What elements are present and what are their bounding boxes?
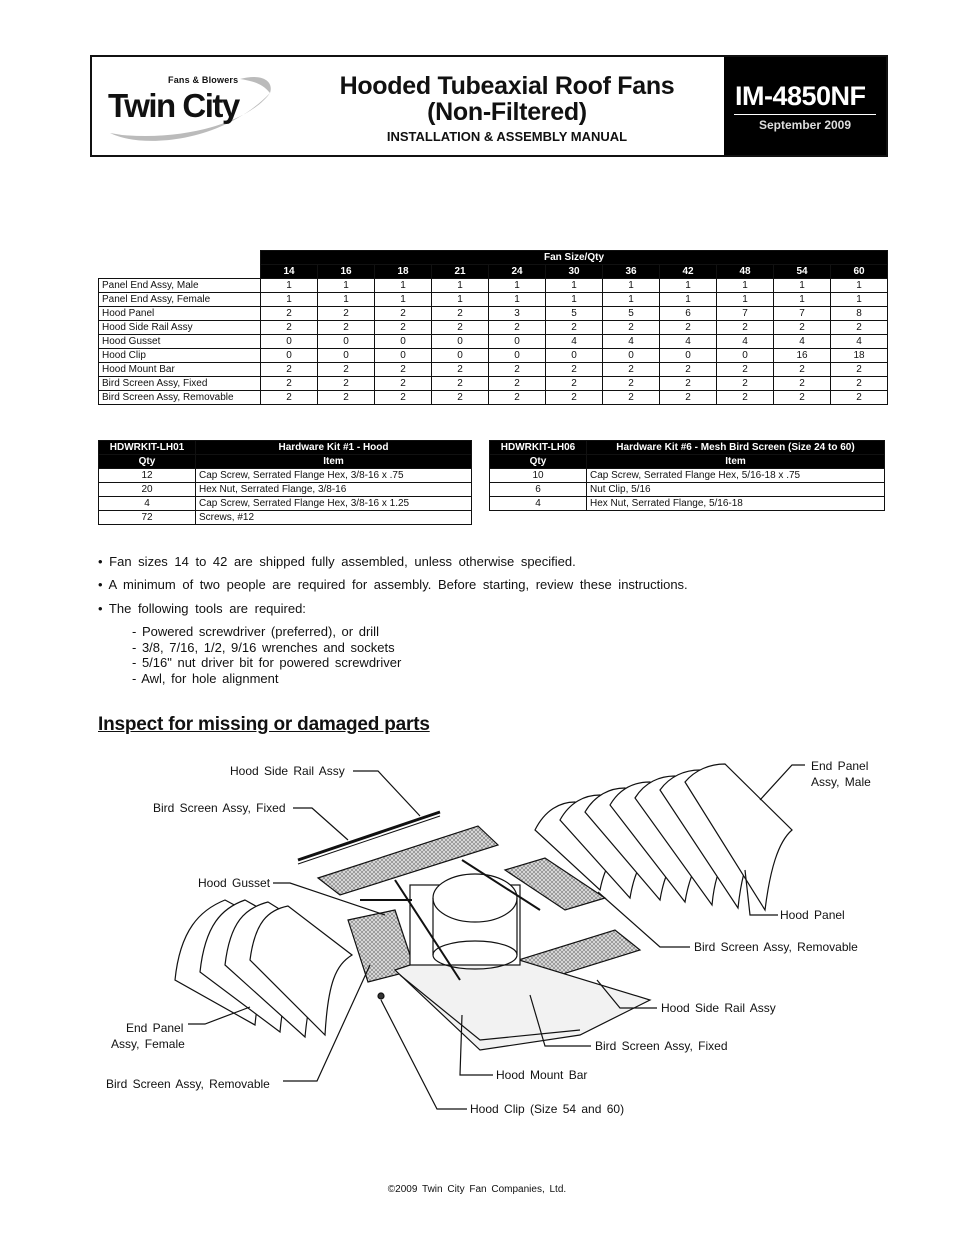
qty-cell: 1: [603, 293, 660, 307]
qty-cell: 4: [603, 335, 660, 349]
label-end-panel-female-2: Assy, Female: [111, 1037, 185, 1051]
part-name-cell: Hood Gusset: [99, 335, 261, 349]
qty-cell: 5: [603, 307, 660, 321]
qty-cell: 1: [660, 293, 717, 307]
bullet-item: • A minimum of two people are required for assembly. Before starting, review these instructions.: [98, 577, 688, 592]
kit-qty-cell: 4: [490, 497, 587, 511]
table-row: [490, 469, 885, 483]
qty-cell: 4: [660, 335, 717, 349]
qty-cell: 2: [489, 391, 546, 405]
table-row: [99, 511, 472, 525]
part-name-cell: Hood Panel: [99, 307, 261, 321]
size-header: 18: [375, 265, 432, 279]
table-corner: [99, 265, 261, 279]
label-hood-clip: Hood Clip (Size 54 and 60): [470, 1102, 625, 1116]
tool-item: - 3/8, 7/16, 1/2, 9/16 wrenches and sockets: [132, 640, 395, 655]
kit-item-cell: Hex Nut, Serrated Flange, 3/8-16: [196, 483, 472, 497]
qty-cell: 2: [261, 307, 318, 321]
qty-cell: 2: [660, 363, 717, 377]
size-header: 16: [318, 265, 375, 279]
qty-cell: 1: [660, 279, 717, 293]
hardware-kit-1-table: [98, 440, 472, 525]
label-end-panel-female-1: End Panel: [126, 1021, 184, 1035]
size-header: 60: [831, 265, 888, 279]
twin-city-logo: [102, 71, 277, 149]
qty-cell: 2: [774, 377, 831, 391]
qty-cell: 1: [546, 293, 603, 307]
kit-qty-cell: 6: [490, 483, 587, 497]
qty-cell: 0: [660, 349, 717, 363]
size-header: 30: [546, 265, 603, 279]
size-header: 24: [489, 265, 546, 279]
exploded-assembly-diagram: [0, 750, 954, 1150]
qty-cell: 2: [831, 363, 888, 377]
kit-item-cell: Nut Clip, 5/16: [587, 483, 885, 497]
label-hood-side-rail-right: Hood Side Rail Assy: [661, 1001, 776, 1015]
qty-cell: 2: [546, 321, 603, 335]
tool-item: - 5/16" nut driver bit for powered screwdriver: [132, 655, 402, 670]
document-header: [90, 55, 888, 157]
size-header: 36: [603, 265, 660, 279]
manual-subtitle: INSTALLATION & ASSEMBLY MANUAL: [386, 129, 628, 144]
qty-cell: 2: [318, 307, 375, 321]
table-row: [99, 321, 888, 335]
part-name-cell: Bird Screen Assy, Fixed: [99, 377, 261, 391]
kit-1-body: [99, 469, 472, 525]
qty-cell: 2: [432, 307, 489, 321]
qty-cell: 2: [375, 321, 432, 335]
hardware-kit-6-table: [489, 440, 885, 511]
page-title: [292, 73, 722, 125]
table-row: [99, 335, 888, 349]
part-name-cell: Hood Mount Bar: [99, 363, 261, 377]
qty-cell: 1: [432, 293, 489, 307]
qty-cell: 0: [603, 349, 660, 363]
qty-cell: 1: [546, 279, 603, 293]
qty-cell: 2: [261, 377, 318, 391]
kit-6-body: [490, 469, 885, 511]
qty-cell: 0: [432, 335, 489, 349]
qty-cell: 2: [660, 391, 717, 405]
qty-cell: 1: [603, 279, 660, 293]
tool-item: - Powered screwdriver (preferred), or drill: [132, 624, 379, 639]
qty-cell: 2: [603, 377, 660, 391]
label-end-panel-male-1: End Panel: [811, 759, 869, 773]
kit-qty-cell: 12: [99, 469, 196, 483]
qty-cell: 0: [261, 349, 318, 363]
qty-cell: 3: [489, 307, 546, 321]
kit-qty-cell: 4: [99, 497, 196, 511]
size-header: 48: [717, 265, 774, 279]
qty-cell: 2: [375, 391, 432, 405]
kit-title: Hardware Kit #6 - Mesh Bird Screen (Size 24 to 60): [587, 441, 885, 455]
qty-cell: 2: [489, 363, 546, 377]
kit-item-cell: Screws, #12: [196, 511, 472, 525]
qty-cell: 2: [831, 391, 888, 405]
qty-cell: 2: [432, 377, 489, 391]
document-date: September 2009: [758, 118, 852, 132]
qty-cell: 2: [546, 363, 603, 377]
kit-code: HDWRKIT-LH01: [99, 441, 196, 455]
qty-cell: 4: [546, 335, 603, 349]
qty-cell: 2: [489, 377, 546, 391]
label-end-panel-male-2: Assy, Male: [811, 775, 871, 789]
qty-cell: 2: [831, 377, 888, 391]
size-header: 42: [660, 265, 717, 279]
qty-cell: 1: [375, 279, 432, 293]
hood-female-group: [175, 900, 352, 1037]
qty-cell: 1: [717, 279, 774, 293]
title-line-1: Hooded Tubeaxial Roof Fans: [339, 72, 675, 100]
qty-cell: 0: [717, 349, 774, 363]
qty-cell: 7: [717, 307, 774, 321]
qty-cell: 5: [546, 307, 603, 321]
qty-cell: 4: [831, 335, 888, 349]
qty-cell: 2: [375, 377, 432, 391]
qty-cell: 2: [660, 377, 717, 391]
qty-cell: 7: [774, 307, 831, 321]
qty-cell: 0: [489, 349, 546, 363]
qty-cell: 1: [831, 279, 888, 293]
fan-size-header: Fan Size/Qty: [261, 251, 888, 265]
table-row: [99, 483, 472, 497]
brand-tagline: Fans & Blowers: [168, 75, 239, 85]
qty-cell: 0: [375, 349, 432, 363]
copyright-footer: ©2009 Twin City Fan Companies, Ltd.: [387, 1184, 567, 1195]
label-hood-mount-bar: Hood Mount Bar: [496, 1068, 588, 1082]
table-row: [99, 293, 888, 307]
qty-cell: 16: [774, 349, 831, 363]
qty-cell: 2: [432, 321, 489, 335]
qty-cell: 2: [774, 363, 831, 377]
qty-cell: 2: [318, 391, 375, 405]
qty-cell: 2: [774, 321, 831, 335]
qty-cell: 2: [603, 363, 660, 377]
label-hood-panel: Hood Panel: [780, 908, 845, 922]
table-row: [99, 497, 472, 511]
title-line-2: (Non-Filtered): [427, 98, 587, 126]
bullet-item: • The following tools are required:: [98, 601, 306, 616]
part-name-cell: Bird Screen Assy, Removable: [99, 391, 261, 405]
qty-cell: 2: [318, 363, 375, 377]
qty-cell: 18: [831, 349, 888, 363]
qty-cell: 2: [318, 377, 375, 391]
qty-cell: 2: [375, 307, 432, 321]
size-header: 21: [432, 265, 489, 279]
qty-cell: 1: [717, 293, 774, 307]
table-row: [99, 363, 888, 377]
qty-cell: 0: [375, 335, 432, 349]
kit-qty-cell: 20: [99, 483, 196, 497]
document-id-box: [724, 57, 886, 155]
qty-cell: 2: [660, 321, 717, 335]
label-bird-screen-fixed-top: Bird Screen Assy, Fixed: [153, 801, 286, 815]
document-number: IM-4850NF: [735, 81, 866, 111]
qty-cell: 1: [774, 279, 831, 293]
label-hood-side-rail-top: Hood Side Rail Assy: [230, 764, 345, 778]
label-bird-screen-fixed-right: Bird Screen Assy, Fixed: [595, 1039, 728, 1053]
kit-title: Hardware Kit #1 - Hood: [196, 441, 472, 455]
qty-cell: 1: [261, 279, 318, 293]
item-header: Item: [196, 455, 472, 469]
kit-item-cell: Cap Screw, Serrated Flange Hex, 5/16-18 x .75: [587, 469, 885, 483]
qty-cell: 8: [831, 307, 888, 321]
kit-qty-cell: 72: [99, 511, 196, 525]
kit-item-cell: Cap Screw, Serrated Flange Hex, 3/8-16 x 1.25: [196, 497, 472, 511]
table-corner: [99, 251, 261, 265]
qty-cell: 0: [432, 349, 489, 363]
label-bird-screen-removable-left: Bird Screen Assy, Removable: [106, 1077, 270, 1091]
brand-name: Twin City: [108, 87, 239, 124]
qty-cell: 2: [717, 363, 774, 377]
kit-qty-cell: 10: [490, 469, 587, 483]
table-row: [490, 497, 885, 511]
qty-cell: 0: [261, 335, 318, 349]
label-bird-screen-removable-right: Bird Screen Assy, Removable: [694, 940, 858, 954]
qty-cell: 2: [831, 321, 888, 335]
kit-item-cell: Hex Nut, Serrated Flange, 5/16-18: [587, 497, 885, 511]
label-hood-gusset: Hood Gusset: [198, 876, 271, 890]
qty-cell: 1: [774, 293, 831, 307]
tool-item: - Awl, for hole alignment: [132, 671, 279, 686]
qty-cell: 1: [375, 293, 432, 307]
qty-cell: 2: [318, 321, 375, 335]
qty-cell: 4: [717, 335, 774, 349]
qty-cell: 0: [318, 349, 375, 363]
qty-cell: 0: [489, 335, 546, 349]
kit-item-cell: Cap Screw, Serrated Flange Hex, 3/8-16 x .75: [196, 469, 472, 483]
qty-cell: 2: [717, 391, 774, 405]
qty-cell: 1: [489, 293, 546, 307]
size-header: 54: [774, 265, 831, 279]
qty-cell: 2: [717, 377, 774, 391]
part-name-cell: Hood Clip: [99, 349, 261, 363]
size-header: 14: [261, 265, 318, 279]
qty-cell: 2: [489, 321, 546, 335]
bullet-item: • Fan sizes 14 to 42 are shipped fully assembled, unless otherwise specified.: [98, 554, 576, 569]
table-row: [99, 349, 888, 363]
kit-code: HDWRKIT-LH06: [490, 441, 587, 455]
qty-cell: 2: [774, 391, 831, 405]
qty-cell: 1: [831, 293, 888, 307]
table-row: [99, 377, 888, 391]
qty-cell: 4: [774, 335, 831, 349]
qty-cell: 1: [318, 279, 375, 293]
qty-cell: 2: [717, 321, 774, 335]
qty-cell: 1: [261, 293, 318, 307]
qty-cell: 1: [432, 279, 489, 293]
qty-cell: 2: [261, 391, 318, 405]
qty-cell: 2: [603, 321, 660, 335]
qty-cell: 6: [660, 307, 717, 321]
qty-cell: 1: [318, 293, 375, 307]
table-row: [99, 307, 888, 321]
qty-cell: 2: [546, 391, 603, 405]
qty-header: Qty: [99, 455, 196, 469]
qty-cell: 1: [489, 279, 546, 293]
qty-cell: 0: [546, 349, 603, 363]
table-row: [99, 391, 888, 405]
qty-header: Qty: [490, 455, 587, 469]
table-row: [99, 279, 888, 293]
item-header: Item: [587, 455, 885, 469]
section-heading: Inspect for missing or damaged parts: [98, 714, 430, 735]
fan-table-body: [99, 279, 888, 405]
part-name-cell: Hood Side Rail Assy: [99, 321, 261, 335]
qty-cell: 2: [375, 363, 432, 377]
qty-cell: 2: [432, 363, 489, 377]
part-name-cell: Panel End Assy, Male: [99, 279, 261, 293]
qty-cell: 2: [261, 363, 318, 377]
qty-cell: 2: [261, 321, 318, 335]
fan-size-table: [98, 250, 888, 405]
qty-cell: 2: [432, 391, 489, 405]
qty-cell: 2: [546, 377, 603, 391]
part-name-cell: Panel End Assy, Female: [99, 293, 261, 307]
qty-cell: 0: [318, 335, 375, 349]
table-row: [99, 469, 472, 483]
qty-cell: 2: [603, 391, 660, 405]
table-row: [490, 483, 885, 497]
id-divider: [734, 114, 876, 115]
